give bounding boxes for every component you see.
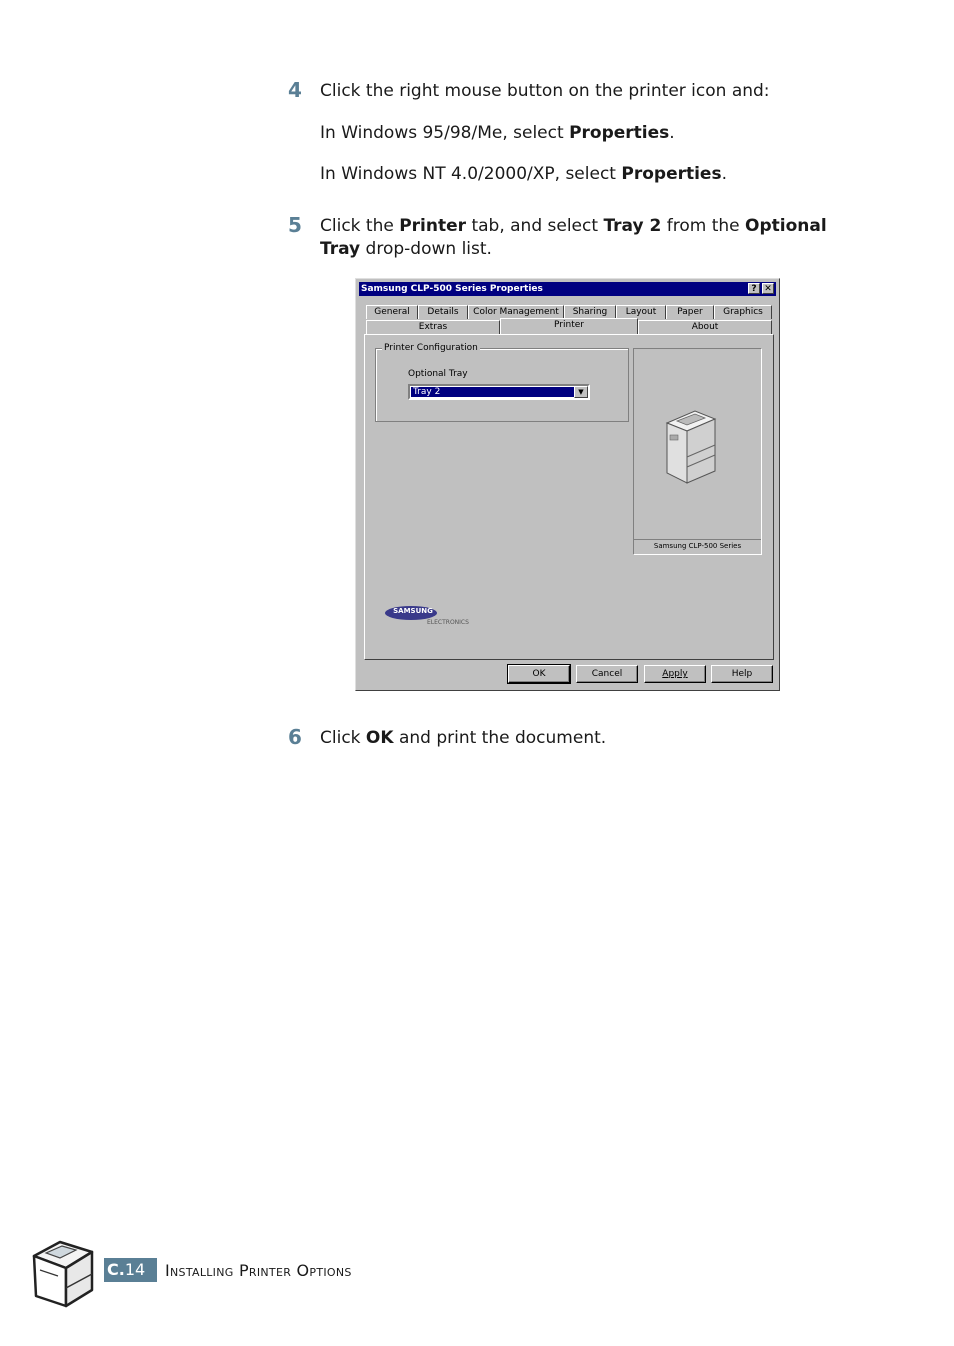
step-text: Click the Printer tab, and select Tray 2 from the Optional Tray drop-down list. [320, 216, 827, 259]
preview-caption: Samsung CLP-500 Series [634, 539, 761, 550]
printer-preview [633, 348, 762, 555]
logo-text: SAMSUNG [393, 607, 433, 615]
optional-tray-value: Tray 2 [411, 387, 575, 397]
printer-footer-icon [30, 1236, 96, 1308]
samsung-logo [385, 605, 469, 629]
close-icon[interactable]: ✕ [762, 283, 774, 294]
tab-printer[interactable]: Printer [500, 318, 638, 335]
optional-tray-select[interactable] [408, 384, 590, 400]
step-text-win95: In Windows 95/98/Me, select Properties. [320, 123, 675, 143]
chevron-down-icon[interactable]: ▼ [574, 386, 588, 398]
properties-dialog-screenshot [355, 278, 780, 691]
printer-illustration [659, 397, 719, 489]
logo-subtext: ELECTRONICS [427, 619, 469, 626]
footer-chapter-title: Installing Printer Options [165, 1261, 352, 1280]
step-text: Click OK and print the document. [320, 728, 607, 748]
dialog-title: Samsung CLP-500 Series Properties [361, 284, 543, 294]
tab-layout[interactable]: Layout [616, 305, 666, 319]
step-text: Click the right mouse button on the printer icon and: [320, 81, 770, 101]
help-button[interactable]: Help [711, 665, 773, 683]
tab-panel-printer [364, 334, 774, 660]
tab-extras[interactable]: Extras [366, 320, 500, 334]
step-number: 6 [288, 725, 302, 749]
cancel-button[interactable]: Cancel [576, 665, 638, 683]
tab-details[interactable]: Details [418, 305, 468, 319]
group-title: Printer Configuration [384, 343, 478, 353]
step-text-winnt: In Windows NT 4.0/2000/XP, select Properties. [320, 164, 727, 184]
tab-paper[interactable]: Paper [666, 305, 714, 319]
step-number: 4 [288, 78, 302, 102]
tab-general[interactable]: General [366, 305, 418, 319]
step-number: 5 [288, 213, 302, 237]
tab-graphics[interactable]: Graphics [714, 305, 772, 319]
dialog-titlebar [359, 282, 776, 296]
ok-button[interactable]: OK [508, 665, 570, 683]
optional-tray-label: Optional Tray [408, 369, 468, 379]
tab-sharing[interactable]: Sharing [564, 305, 616, 319]
apply-button[interactable]: Apply [644, 665, 706, 683]
help-icon[interactable]: ? [748, 283, 760, 294]
tab-about[interactable]: About [638, 320, 772, 334]
printer-configuration-group [375, 343, 629, 422]
page-number-badge: C.14 [104, 1258, 157, 1282]
tab-color-management[interactable]: Color Management [468, 305, 564, 319]
